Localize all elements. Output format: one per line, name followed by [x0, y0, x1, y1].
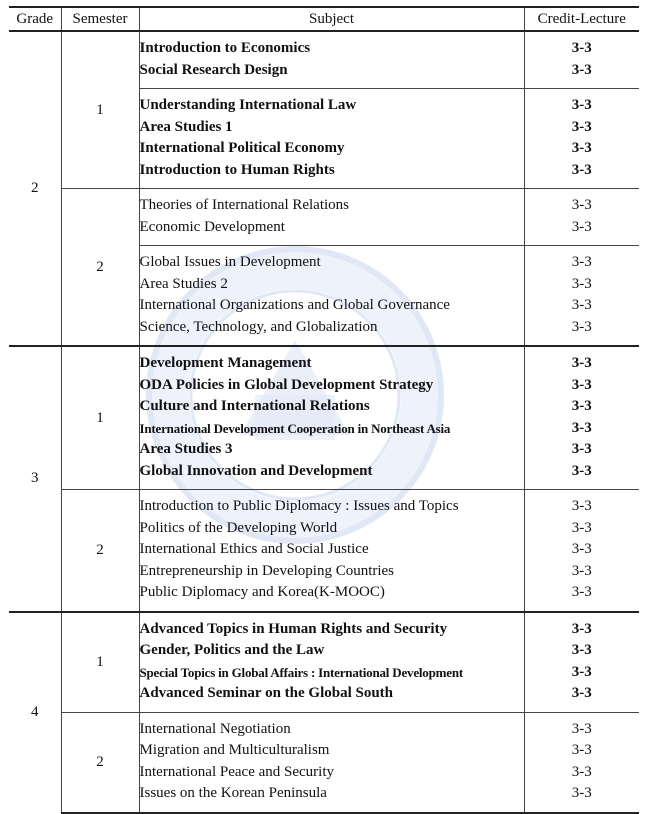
- subject-group-row: [9, 346, 639, 490]
- curriculum-body: [9, 31, 639, 813]
- subject-name: Issues on the Korean Peninsula: [139, 785, 327, 801]
- credit-lecture-value: 3-3: [571, 197, 592, 213]
- subject-group-row: [9, 31, 639, 89]
- subject-name: International Political Economy: [139, 140, 345, 156]
- credit-cell: [524, 189, 639, 246]
- credit-lecture-value: 3-3: [571, 218, 592, 235]
- subject-group-row: [9, 612, 639, 713]
- subject-name: ODA Policies in Global Development Strategy: [139, 376, 434, 393]
- subject-name: International Ethics and Social Justice: [139, 541, 369, 557]
- credit-lecture-value: 3-3: [571, 462, 592, 479]
- header-row: [9, 7, 639, 31]
- credit-lecture-value: 3-3: [571, 275, 592, 292]
- grade-cell: 2: [9, 31, 61, 346]
- subject-group-row: [9, 712, 639, 813]
- subject-name: International Peace and Security: [139, 763, 335, 780]
- semester-cell: 2: [61, 712, 139, 813]
- curriculum-table: [9, 6, 639, 814]
- subject-name: Social Research Design: [139, 61, 288, 78]
- credit-lecture-header: Credit-Lecture: [524, 7, 639, 31]
- credit-cell: [524, 712, 639, 813]
- subject-name: Special Topics in Global Affairs : International Development: [139, 664, 463, 680]
- credit-lecture-value: 3-3: [571, 519, 592, 536]
- subject-name: Advanced Topics in Human Rights and Security: [139, 620, 448, 637]
- subject-header: Subject: [139, 7, 524, 31]
- credit-lecture-value: 3-3: [571, 140, 592, 156]
- grade-cell: 3: [9, 346, 61, 612]
- credit-cell: [524, 89, 639, 189]
- credit-lecture-value: 3-3: [571, 376, 592, 393]
- credit-lecture-value: 3-3: [571, 97, 592, 113]
- credit-lecture-value: 3-3: [571, 541, 592, 557]
- credit-lecture-value: 3-3: [571, 498, 592, 514]
- credit-lecture-value: 3-3: [571, 318, 592, 335]
- credit-lecture-value: 3-3: [571, 562, 592, 579]
- credit-lecture-value: 3-3: [571, 355, 592, 371]
- credit-lecture-value: 3-3: [571, 441, 592, 457]
- subject-name: Introduction to Public Diplomacy : Issues and Topics: [139, 498, 459, 514]
- credit-lecture-value: 3-3: [571, 254, 592, 270]
- subject-group-row: [9, 189, 639, 246]
- subject-name: Theories of International Relations: [139, 197, 350, 213]
- credit-lecture-value: 3-3: [571, 584, 592, 600]
- semester-cell: 1: [61, 31, 139, 189]
- subject-name: International Negotiation: [139, 720, 291, 737]
- subject-name: International Development Cooperation in Northeast Asia: [139, 420, 451, 436]
- subject-name: Economic Development: [139, 218, 285, 235]
- subject-name: Gender, Politics and the Law: [139, 642, 325, 658]
- credit-lecture-value: 3-3: [571, 419, 592, 436]
- subject-cell: [139, 346, 524, 490]
- subject-cell: [139, 246, 524, 347]
- grade-cell: 4: [9, 612, 61, 813]
- subject-name: Migration and Multiculturalism: [139, 742, 330, 758]
- subject-name: Public Diplomacy and Korea(K-MOOC): [139, 584, 385, 600]
- credit-lecture-value: 3-3: [571, 642, 592, 658]
- credit-lecture-value: 3-3: [571, 720, 592, 737]
- credit-lecture-value: 3-3: [571, 763, 592, 780]
- subject-name: Introduction to Human Rights: [139, 161, 335, 178]
- credit-cell: [524, 31, 639, 89]
- subject-cell: [139, 612, 524, 713]
- subject-name: Politics of the Developing World: [139, 519, 338, 536]
- subject-name: Area Studies 1: [139, 118, 233, 135]
- subject-name: Science, Technology, and Globalization: [139, 318, 378, 335]
- subject-name: Global Innovation and Development: [139, 462, 373, 479]
- subject-name: Global Issues in Development: [139, 254, 321, 270]
- credit-lecture-value: 3-3: [571, 297, 592, 313]
- credit-cell: [524, 346, 639, 490]
- subject-name: Area Studies 3: [139, 441, 233, 457]
- subject-name: Entrepreneurship in Developing Countries: [139, 562, 395, 579]
- semester-cell: 1: [61, 346, 139, 490]
- credit-lecture-value: 3-3: [571, 663, 592, 680]
- semester-cell: 2: [61, 189, 139, 347]
- subject-name: Introduction to Economics: [139, 40, 311, 56]
- credit-lecture-value: 3-3: [571, 685, 592, 701]
- subject-name: Culture and International Relations: [139, 398, 370, 414]
- subject-cell: [139, 31, 524, 89]
- subject-cell: [139, 89, 524, 189]
- semester-cell: 1: [61, 612, 139, 713]
- subject-name: International Organizations and Global Governance: [139, 297, 450, 313]
- credit-lecture-value: 3-3: [571, 61, 592, 78]
- credit-lecture-value: 3-3: [571, 40, 592, 56]
- credit-lecture-value: 3-3: [571, 785, 592, 801]
- semester-header: Semester: [61, 7, 139, 31]
- subject-name: Understanding International Law: [139, 97, 357, 113]
- subject-name: Development Management: [139, 355, 312, 371]
- credit-cell: [524, 612, 639, 713]
- subject-group-row: [9, 490, 639, 612]
- subject-cell: [139, 189, 524, 246]
- subject-name: Advanced Seminar on the Global South: [139, 685, 394, 701]
- credit-lecture-value: 3-3: [571, 398, 592, 414]
- grade-header: Grade: [9, 7, 61, 31]
- subject-cell: [139, 712, 524, 813]
- credit-cell: [524, 246, 639, 347]
- credit-cell: [524, 490, 639, 612]
- credit-lecture-value: 3-3: [571, 620, 592, 637]
- subject-cell: [139, 490, 524, 612]
- subject-name: Area Studies 2: [139, 275, 228, 292]
- semester-cell: 2: [61, 490, 139, 612]
- credit-lecture-value: 3-3: [571, 742, 592, 758]
- credit-lecture-value: 3-3: [571, 118, 592, 135]
- credit-lecture-value: 3-3: [571, 161, 592, 178]
